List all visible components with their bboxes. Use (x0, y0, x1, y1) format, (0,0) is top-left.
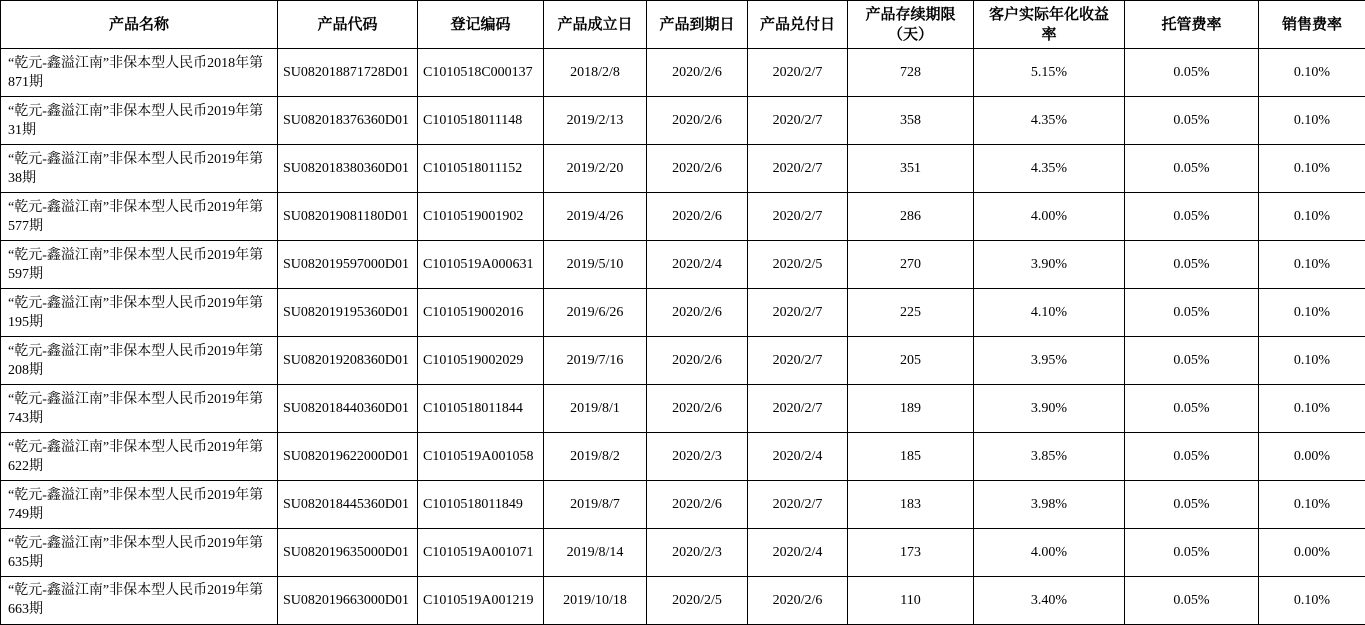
table-cell-sales_fee: 0.10% (1259, 577, 1365, 625)
table-cell-payment_date: 2020/2/7 (748, 193, 848, 241)
table-cell-sales_fee: 0.10% (1259, 385, 1365, 433)
table-cell-code: SU082019208360D01 (278, 337, 418, 385)
table-cell-custody_fee: 0.05% (1125, 529, 1259, 577)
table-cell-name: “乾元-鑫溢江南”非保本型人民币2019年第577期 (1, 193, 278, 241)
table-cell-maturity_date: 2020/2/5 (647, 577, 748, 625)
table-cell-payment_date: 2020/2/7 (748, 49, 848, 97)
table-cell-reg_code: C1010518011152 (418, 145, 544, 193)
table-cell-payment_date: 2020/2/7 (748, 145, 848, 193)
table-row (1, 289, 1365, 337)
table-cell-custody_fee: 0.05% (1125, 337, 1259, 385)
table-body (1, 49, 1365, 625)
table-cell-start_date: 2019/8/2 (544, 433, 647, 481)
table-cell-duration_days: 185 (848, 433, 974, 481)
table-cell-reg_code: C1010518011849 (418, 481, 544, 529)
table-cell-duration_days: 358 (848, 97, 974, 145)
table-cell-custody_fee: 0.05% (1125, 193, 1259, 241)
table-cell-reg_code: C1010518C000137 (418, 49, 544, 97)
table-cell-code: SU082018376360D01 (278, 97, 418, 145)
table-cell-actual_yield: 4.00% (974, 193, 1125, 241)
table-row (1, 433, 1365, 481)
table-row (1, 337, 1365, 385)
table-cell-custody_fee: 0.05% (1125, 433, 1259, 481)
table-cell-sales_fee: 0.00% (1259, 433, 1365, 481)
table-cell-sales_fee: 0.10% (1259, 241, 1365, 289)
table-cell-duration_days: 728 (848, 49, 974, 97)
table-cell-payment_date: 2020/2/4 (748, 529, 848, 577)
table-cell-duration_days: 110 (848, 577, 974, 625)
header-cell-custody-fee: 托管费率 (1125, 1, 1259, 49)
table-cell-payment_date: 2020/2/4 (748, 433, 848, 481)
table-cell-code: SU082018871728D01 (278, 49, 418, 97)
table-cell-start_date: 2019/4/26 (544, 193, 647, 241)
table-cell-custody_fee: 0.05% (1125, 97, 1259, 145)
table-cell-reg_code: C1010519A001058 (418, 433, 544, 481)
table-cell-start_date: 2019/2/13 (544, 97, 647, 145)
header-cell-sales-fee: 销售费率 (1259, 1, 1365, 49)
table-cell-code: SU082019081180D01 (278, 193, 418, 241)
table-cell-maturity_date: 2020/2/6 (647, 49, 748, 97)
table-cell-maturity_date: 2020/2/6 (647, 481, 748, 529)
table-cell-payment_date: 2020/2/7 (748, 337, 848, 385)
table-cell-start_date: 2019/7/16 (544, 337, 647, 385)
table-cell-name: “乾元-鑫溢江南”非保本型人民币2019年第597期 (1, 241, 278, 289)
table-cell-maturity_date: 2020/2/6 (647, 145, 748, 193)
table-cell-maturity_date: 2020/2/4 (647, 241, 748, 289)
table-cell-code: SU082018380360D01 (278, 145, 418, 193)
table-cell-reg_code: C1010519A000631 (418, 241, 544, 289)
table-cell-duration_days: 183 (848, 481, 974, 529)
table-row (1, 145, 1365, 193)
table-cell-duration_days: 189 (848, 385, 974, 433)
header-cell-start-date: 产品成立日 (544, 1, 647, 49)
table-cell-name: “乾元-鑫溢江南”非保本型人民币2019年第635期 (1, 529, 278, 577)
header-cell-actual-yield: 客户实际年化收益率 (974, 1, 1125, 49)
table-cell-start_date: 2018/2/8 (544, 49, 647, 97)
table-cell-custody_fee: 0.05% (1125, 289, 1259, 337)
table-row (1, 529, 1365, 577)
table-cell-payment_date: 2020/2/7 (748, 97, 848, 145)
table-cell-name: “乾元-鑫溢江南”非保本型人民币2019年第622期 (1, 433, 278, 481)
table-cell-reg_code: C1010519A001071 (418, 529, 544, 577)
table-cell-reg_code: C1010519001902 (418, 193, 544, 241)
table-cell-payment_date: 2020/2/7 (748, 481, 848, 529)
table-cell-actual_yield: 3.40% (974, 577, 1125, 625)
table-cell-maturity_date: 2020/2/3 (647, 433, 748, 481)
table-cell-start_date: 2019/2/20 (544, 145, 647, 193)
table-cell-sales_fee: 0.00% (1259, 529, 1365, 577)
table-header (1, 1, 1365, 49)
table-cell-reg_code: C1010519A001219 (418, 577, 544, 625)
table-cell-actual_yield: 4.10% (974, 289, 1125, 337)
table-cell-sales_fee: 0.10% (1259, 49, 1365, 97)
table-cell-name: “乾元-鑫溢江南”非保本型人民币2019年第749期 (1, 481, 278, 529)
table-cell-custody_fee: 0.05% (1125, 49, 1259, 97)
table-cell-start_date: 2019/10/18 (544, 577, 647, 625)
table-cell-sales_fee: 0.10% (1259, 289, 1365, 337)
table-cell-actual_yield: 3.90% (974, 241, 1125, 289)
table-cell-code: SU082019195360D01 (278, 289, 418, 337)
table-row (1, 241, 1365, 289)
header-cell-product-name: 产品名称 (1, 1, 278, 49)
table-cell-sales_fee: 0.10% (1259, 481, 1365, 529)
table-row (1, 193, 1365, 241)
table-cell-code: SU082018445360D01 (278, 481, 418, 529)
table-cell-payment_date: 2020/2/7 (748, 289, 848, 337)
table-cell-actual_yield: 4.00% (974, 529, 1125, 577)
header-cell-registration-code: 登记编码 (418, 1, 544, 49)
table-cell-code: SU082018440360D01 (278, 385, 418, 433)
table-cell-maturity_date: 2020/2/6 (647, 289, 748, 337)
table-cell-sales_fee: 0.10% (1259, 145, 1365, 193)
table-cell-name: “乾元-鑫溢江南”非保本型人民币2019年第195期 (1, 289, 278, 337)
table-cell-start_date: 2019/8/1 (544, 385, 647, 433)
table-row (1, 97, 1365, 145)
table-cell-duration_days: 173 (848, 529, 974, 577)
table-cell-custody_fee: 0.05% (1125, 481, 1259, 529)
table-cell-actual_yield: 3.85% (974, 433, 1125, 481)
table-cell-start_date: 2019/5/10 (544, 241, 647, 289)
table-cell-actual_yield: 5.15% (974, 49, 1125, 97)
table-cell-sales_fee: 0.10% (1259, 337, 1365, 385)
table-cell-code: SU082019622000D01 (278, 433, 418, 481)
table-cell-duration_days: 270 (848, 241, 974, 289)
table-cell-duration_days: 225 (848, 289, 974, 337)
table-cell-name: “乾元-鑫溢江南”非保本型人民币2019年第38期 (1, 145, 278, 193)
table-cell-custody_fee: 0.05% (1125, 145, 1259, 193)
table-cell-start_date: 2019/6/26 (544, 289, 647, 337)
table-row (1, 49, 1365, 97)
table-cell-custody_fee: 0.05% (1125, 577, 1259, 625)
table-cell-sales_fee: 0.10% (1259, 97, 1365, 145)
table-cell-maturity_date: 2020/2/6 (647, 97, 748, 145)
table-cell-actual_yield: 3.95% (974, 337, 1125, 385)
table-cell-duration_days: 351 (848, 145, 974, 193)
table-cell-actual_yield: 3.98% (974, 481, 1125, 529)
table-cell-payment_date: 2020/2/7 (748, 385, 848, 433)
table-cell-actual_yield: 4.35% (974, 145, 1125, 193)
table-cell-reg_code: C1010518011148 (418, 97, 544, 145)
table-cell-reg_code: C1010519002016 (418, 289, 544, 337)
table-row (1, 577, 1365, 625)
table-cell-duration_days: 205 (848, 337, 974, 385)
table-cell-name: “乾元-鑫溢江南”非保本型人民币2019年第743期 (1, 385, 278, 433)
table-cell-payment_date: 2020/2/5 (748, 241, 848, 289)
table-cell-code: SU082019635000D01 (278, 529, 418, 577)
header-row (1, 1, 1365, 49)
table-cell-maturity_date: 2020/2/3 (647, 529, 748, 577)
table-cell-name: “乾元-鑫溢江南”非保本型人民币2018年第871期 (1, 49, 278, 97)
table-cell-actual_yield: 4.35% (974, 97, 1125, 145)
table-cell-maturity_date: 2020/2/6 (647, 385, 748, 433)
table-cell-maturity_date: 2020/2/6 (647, 193, 748, 241)
table-row (1, 385, 1365, 433)
table-cell-custody_fee: 0.05% (1125, 241, 1259, 289)
header-cell-maturity-date: 产品到期日 (647, 1, 748, 49)
table-cell-custody_fee: 0.05% (1125, 385, 1259, 433)
table-cell-name: “乾元-鑫溢江南”非保本型人民币2019年第31期 (1, 97, 278, 145)
table-cell-reg_code: C1010519002029 (418, 337, 544, 385)
table-cell-name: “乾元-鑫溢江南”非保本型人民币2019年第208期 (1, 337, 278, 385)
header-cell-payment-date: 产品兑付日 (748, 1, 848, 49)
table-cell-start_date: 2019/8/14 (544, 529, 647, 577)
table-cell-code: SU082019597000D01 (278, 241, 418, 289)
header-cell-product-code: 产品代码 (278, 1, 418, 49)
table-cell-actual_yield: 3.90% (974, 385, 1125, 433)
table-cell-code: SU082019663000D01 (278, 577, 418, 625)
table-cell-payment_date: 2020/2/6 (748, 577, 848, 625)
table-cell-maturity_date: 2020/2/6 (647, 337, 748, 385)
table-cell-name: “乾元-鑫溢江南”非保本型人民币2019年第663期 (1, 577, 278, 625)
table-cell-sales_fee: 0.10% (1259, 193, 1365, 241)
table-cell-duration_days: 286 (848, 193, 974, 241)
table-cell-start_date: 2019/8/7 (544, 481, 647, 529)
table-row (1, 481, 1365, 529)
header-cell-duration-days: 产品存续期限（天） (848, 1, 974, 49)
table-cell-reg_code: C1010518011844 (418, 385, 544, 433)
